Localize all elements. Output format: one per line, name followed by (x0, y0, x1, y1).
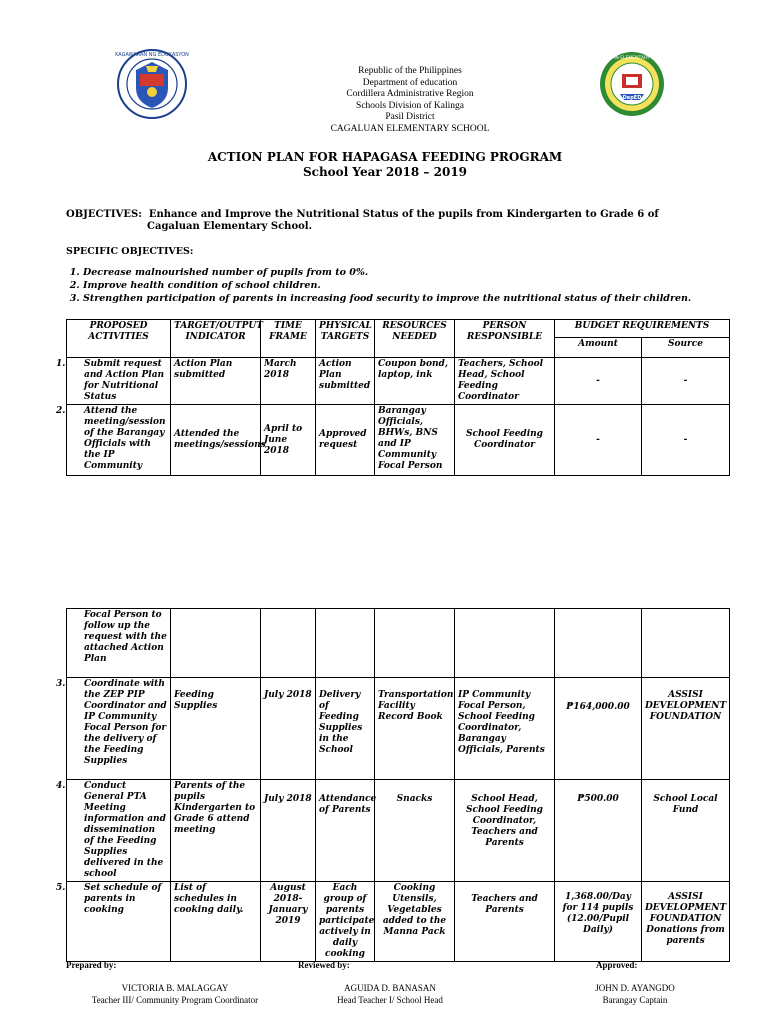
specific-objectives-label: SPECIFIC OBJECTIVES: (66, 246, 194, 257)
reviewed-label: Reviewed by: (298, 960, 350, 970)
svg-text:CAGALUAN ELEMENTARY SCHOOL: CAGALUAN ELEMENTARY SCHOOL (594, 56, 670, 61)
list-item: 1. Decrease malnourished number of pupils from to 0%. (83, 266, 691, 279)
table-row: 2. Attend the meeting/session of the Barangay Officials with the IP Community Attended the meetings/sessions April to June 2018 Approved request Barangay Officials, BHWs, BNS and IP Community Focal Person School Feeding Coordinator - - (67, 405, 730, 476)
document-title: ACTION PLAN FOR HAPAGASA FEEDING PROGRAM School Year 2018 – 2019 (207, 150, 563, 179)
letterhead-line: Department of education (362, 77, 458, 88)
letterhead-line: Republic of the Philippines (358, 66, 462, 76)
approved-name: JOHN D. AYANGDO (595, 983, 675, 993)
school-name: CAGALUAN ELEMENTARY SCHOOL (330, 123, 490, 134)
list-item: 3. Strengthen participation of parents in increasing food security to improve the nutritional status of their children. (83, 292, 691, 305)
prepared-title: Teacher III/ Community Program Coordinator (91, 995, 259, 1005)
objectives: OBJECTIVES: Enhance and Improve the Nutritional Status of the pupils from Kindergarten to Grade 6 of Cagaluan Elementary School. (66, 209, 659, 232)
letterhead-line: Pasil District (385, 112, 435, 123)
action-plan-table-part2 (56, 608, 730, 962)
list-item: 2. Improve health condition of school children. (83, 279, 691, 292)
header-time: TIME FRAME (261, 320, 316, 358)
table-row: 4. Conduct General PTA Meeting information and dissemination of the Feeding Supplies delivered in the school Parents of the pupils Kindergarten to Grade 6 attend meeting July 2018 Attendance of Parents Snacks School Head, School Feeding Coordinator, Teachers and Parents ₱500.00 School Local Fund (67, 780, 730, 882)
header-budget: BUDGET REQUIREMENTS (555, 320, 730, 338)
prepared-name: VICTORIA B. MALAGGAY (121, 983, 229, 993)
header-person: PERSON RESPONSIBLE (455, 320, 555, 358)
svg-text:KAGAWARAN NG EDUKASYON: KAGAWARAN NG EDUKASYON (115, 52, 189, 58)
objectives-label: OBJECTIVES: (66, 209, 142, 220)
header-source: Source (642, 338, 730, 358)
approved-label: Approved: (596, 960, 638, 970)
header-target: TARGET/OUTPUT INDICATOR (171, 320, 261, 358)
action-plan-table-part1 (56, 319, 730, 476)
header-activities: PROPOSED ACTIVITIES (67, 320, 171, 358)
prepared-label: Prepared by: (66, 960, 117, 970)
school-logo (594, 50, 670, 118)
reviewed-title: Head Teacher I/ School Head (337, 995, 443, 1005)
reviewed-name: AGUIDA D. BANASAN (344, 983, 436, 993)
table-row: 1. Submit request and Action Plan for Nutritional Status Action Plan submitted March 2018 Action Plan submitted Coupon bond, laptop, ink Teachers, School Head, School Feeding Coordinator - - (67, 358, 730, 405)
deped-seal-logo (116, 48, 188, 120)
table-row: 3. Coordinate with the ZEP PIP Coordinator and IP Community Focal Person for the delivery of the Feeding Supplies Feeding Supplies July 2018 Delivery of Feeding Supplies in the School Transportation Facility Record Book IP Community Focal Person, School Feeding Coordinator, Barangay Officials, Parents ₱164,000.00 ASSISI DEVELOPMENT FOUNDATION (67, 678, 730, 780)
header-resources: RESOURCES NEEDED (375, 320, 455, 358)
table-row: Focal Person to follow up the request with the attached Action Plan (67, 609, 730, 678)
approved-title: Barangay Captain (602, 995, 668, 1005)
letterhead (240, 66, 580, 136)
table-row: 5. Set schedule of parents in cooking List of schedules in cooking daily. August 2018- January 2019 Each group of parents participate actively in daily cooking Cooking Utensils, Vegetables added to the Manna Pack Teachers and Parents 1,368.00/Day for 114 pupils (12.00/Pupil Daily) ASSISI DEVELOPMENT FOUNDATION Donations from parents (67, 882, 730, 962)
specific-objectives-list (66, 266, 691, 305)
svg-text:DepED: DepED (622, 95, 642, 101)
letterhead-line: Schools Division of Kalinga (356, 100, 464, 111)
letterhead-line: Cordillera Administrative Region (346, 89, 474, 100)
header-physical: PHYSICAL TARGETS (316, 320, 375, 358)
header-amount: Amount (555, 338, 642, 358)
